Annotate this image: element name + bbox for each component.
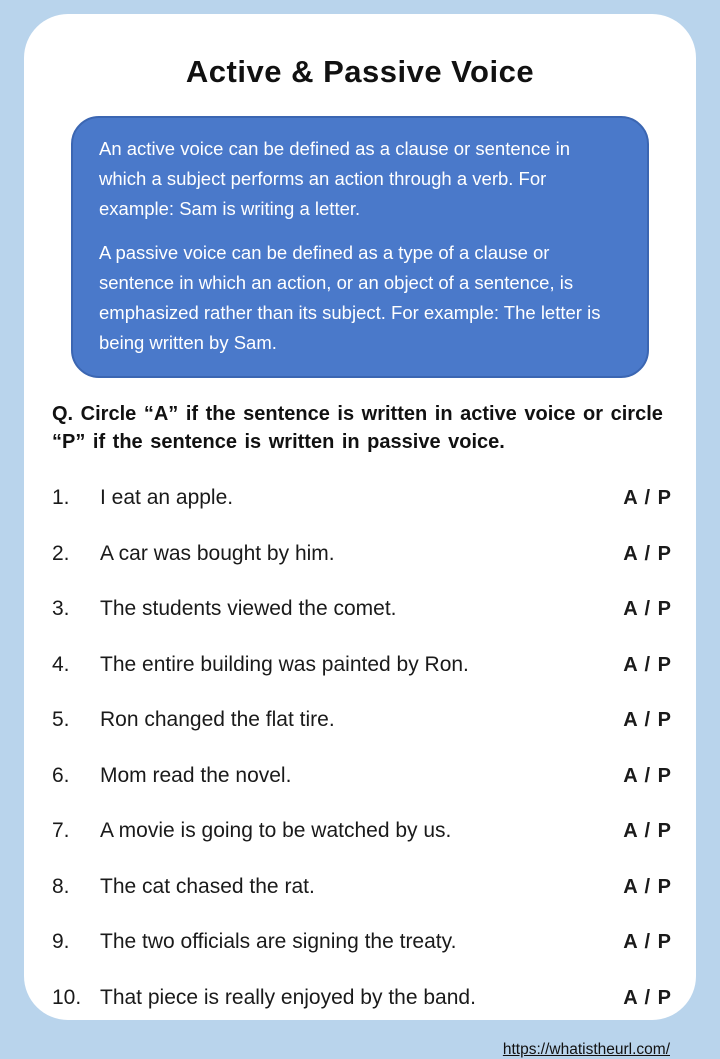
item-answer-options[interactable]: A / P: [623, 653, 672, 676]
item-sentence: Ron changed the flat tire.: [100, 708, 335, 731]
item-answer-options[interactable]: A / P: [623, 820, 672, 842]
list-item: [52, 986, 672, 1010]
item-sentence: The cat chased the rat.: [100, 874, 315, 898]
item-answer-options[interactable]: A / P: [623, 986, 672, 1009]
item-sentence: A movie is going to be watched by us.: [100, 819, 452, 842]
item-answer-options[interactable]: A / P: [623, 487, 672, 509]
sentence-list: [48, 486, 672, 1041]
list-item: [52, 597, 672, 621]
item-sentence: That piece is really enjoyed by the band.: [100, 985, 476, 1009]
list-item: [52, 764, 672, 788]
item-answer-options[interactable]: A / P: [623, 764, 672, 787]
item-number: 7.: [52, 819, 70, 842]
item-sentence: The two officials are signing the treaty.: [100, 930, 457, 953]
list-item: [52, 708, 672, 732]
definition-box: [71, 116, 649, 378]
item-sentence: The entire building was painted by Ron.: [100, 652, 469, 676]
list-item: [52, 930, 672, 954]
item-number: 5.: [52, 708, 70, 731]
item-answer-options[interactable]: A / P: [623, 542, 672, 565]
list-item: [52, 486, 672, 510]
question-instruction: Q. Circle “A” if the sentence is written in active voice or circle “P” if the sentence is written in passive voice.: [52, 403, 663, 453]
worksheet-page: [24, 14, 696, 1058]
list-item: [52, 653, 672, 677]
active-voice-definition: An active voice can be defined as a clause or sentence in which a subject performs an action through a verb. For example: Sam is writing a letter.: [99, 138, 571, 219]
item-number: 6.: [52, 763, 70, 787]
item-sentence: I eat an apple.: [100, 486, 234, 509]
item-number: 1.: [52, 486, 70, 509]
list-item: [52, 542, 672, 566]
item-number: 9.: [52, 930, 70, 953]
page-title: Active & Passive Voice: [185, 54, 535, 89]
item-sentence: Mom read the novel.: [100, 763, 292, 787]
item-number: 3.: [52, 597, 70, 620]
footer: [48, 1041, 672, 1059]
item-answer-options[interactable]: A / P: [623, 875, 672, 898]
item-sentence: The students viewed the comet.: [100, 597, 397, 620]
item-answer-options[interactable]: A / P: [623, 598, 672, 620]
item-number: 2.: [52, 541, 70, 565]
item-answer-options[interactable]: A / P: [623, 931, 672, 953]
item-number: 8.: [52, 874, 70, 898]
list-item: [52, 875, 672, 899]
item-answer-options[interactable]: A / P: [623, 709, 672, 731]
footer-link[interactable]: https://whatistheurl.com/: [502, 1041, 670, 1058]
passive-voice-definition: A passive voice can be defined as a type of a clause or sentence in which an action, or an object of a sentence, is emphasized rather than its subject. For example: The letter is being written by Sam.: [99, 242, 601, 353]
item-sentence: A car was bought by him.: [100, 541, 335, 565]
item-number: 4.: [52, 652, 70, 676]
item-number: 10.: [52, 985, 82, 1009]
list-item: [52, 819, 672, 843]
